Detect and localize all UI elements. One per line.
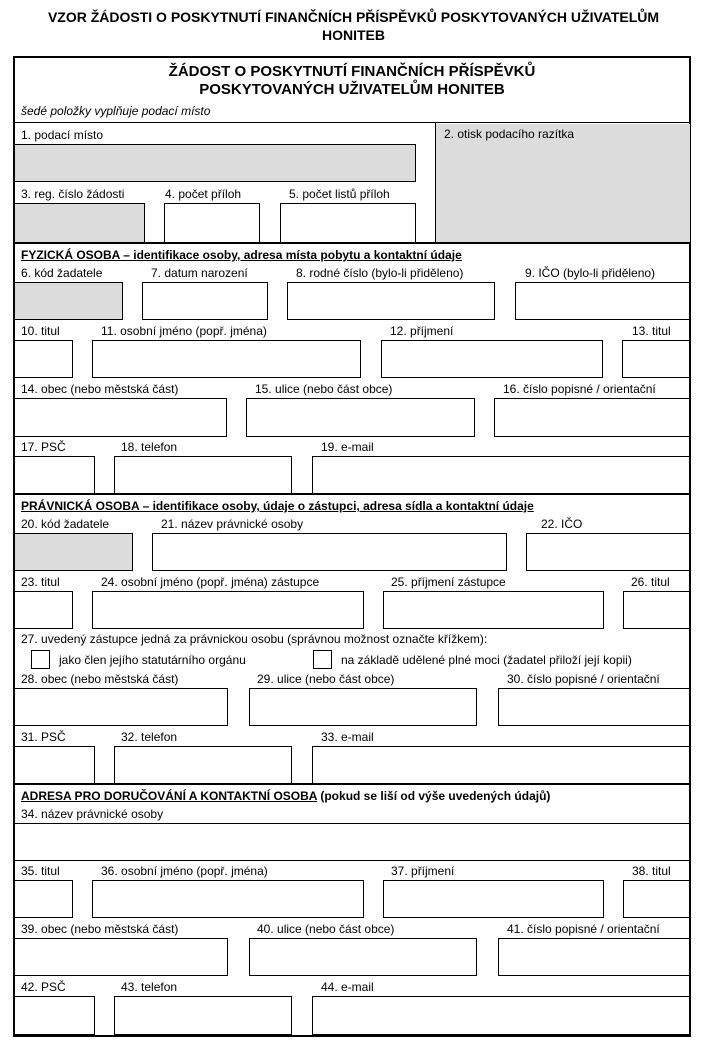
- field-input-titul-pred-zastupce[interactable]: [14, 591, 73, 629]
- field-input-pocet-listu[interactable]: [280, 203, 416, 243]
- field-label-37: 37. příjmení: [391, 864, 455, 878]
- field-input-kod-zadatele: [14, 282, 123, 320]
- field-input-reg-cislo: [14, 203, 145, 243]
- field-input-telefon-adresa[interactable]: [114, 996, 292, 1035]
- section-heading-adresa-note: (pokud se liší od výše uvedených údajů): [320, 789, 551, 803]
- field-label-38: 38. titul: [632, 864, 671, 878]
- checkbox-plna-moc[interactable]: [313, 650, 332, 669]
- field-input-podaci-misto: [14, 144, 416, 182]
- field-input-psc[interactable]: [14, 456, 95, 494]
- field-label-23: 23. titul: [21, 575, 60, 589]
- field-input-obec-adresa[interactable]: [14, 938, 228, 976]
- field-input-jmeno-adresa[interactable]: [92, 880, 364, 918]
- field-label-18: 18. telefon: [121, 440, 178, 454]
- section-heading-adresa: ADRESA PRO DORUČOVÁNÍ A KONTAKTNÍ OSOBA (pokud se liší od výše uvedených údajů): [21, 789, 551, 803]
- field-label-34: 34. název právnické osoby: [21, 807, 164, 821]
- field-label-26: 26. titul: [631, 575, 670, 589]
- section-heading-fyzicka-osoba: FYZICKÁ OSOBA – identifikace osoby, adresa místa pobytu a kontaktní údaje: [21, 248, 462, 262]
- field-label-35: 35. titul: [21, 864, 60, 878]
- field-input-jmeno-zastupce[interactable]: [92, 591, 364, 629]
- field-label-15: 15. ulice (nebo část obce): [255, 382, 393, 396]
- field-label-14: 14. obec (nebo městská část): [21, 382, 179, 396]
- field-input-titul-za-adresa[interactable]: [623, 880, 690, 918]
- field-label-44: 44. e-mail: [321, 980, 374, 994]
- field-input-cislo-popisne-po[interactable]: [498, 688, 690, 726]
- field-input-titul-pred-adresa[interactable]: [14, 880, 73, 918]
- document-title-line2: HONITEB: [322, 27, 385, 43]
- field-input-obec-po[interactable]: [14, 688, 228, 726]
- field-input-prijmeni-adresa[interactable]: [383, 880, 604, 918]
- field-label-13: 13. titul: [632, 324, 671, 338]
- field-label-5: 5. počet listů příloh: [289, 187, 390, 201]
- section-divider: [13, 493, 691, 495]
- divider: [13, 122, 691, 123]
- field-input-ico-po[interactable]: [526, 533, 690, 571]
- field-label-33: 33. e-mail: [321, 730, 374, 744]
- field-input-email-po[interactable]: [312, 746, 690, 784]
- field-input-telefon-po[interactable]: [114, 746, 292, 784]
- field-label-16: 16. číslo popisné / orientační: [503, 382, 656, 396]
- field-label-22: 22. IČO: [541, 517, 583, 531]
- field-label-4: 4. počet příloh: [165, 187, 242, 201]
- field-input-ulice-adresa[interactable]: [249, 938, 477, 976]
- field-input-pocet-priloh[interactable]: [164, 203, 260, 243]
- field-input-ico[interactable]: [515, 282, 690, 320]
- field-input-cislo-popisne[interactable]: [494, 398, 690, 437]
- field-label-42: 42. PSČ: [21, 980, 66, 994]
- field-input-obec[interactable]: [14, 398, 227, 437]
- form-title-line2: POSKYTOVANÝCH UŽIVATELŮM HONITEB: [199, 81, 505, 98]
- section-divider: [13, 242, 691, 244]
- field-label-32: 32. telefon: [121, 730, 178, 744]
- field-input-titul-za[interactable]: [622, 340, 690, 378]
- field-input-cislo-popisne-adresa[interactable]: [498, 938, 690, 976]
- field-label-28: 28. obec (nebo městská část): [21, 672, 179, 686]
- form-title-line1: ŽÁDOST O POSKYTNUTÍ FINANČNÍCH PŘÍSPĚVKŮ: [168, 63, 536, 80]
- field-label-12: 12. příjmení: [390, 324, 454, 338]
- form-note: šedé položky vyplňuje podací místo: [21, 104, 211, 118]
- section-divider: [13, 783, 691, 785]
- field-label-25: 25. příjmení zástupce: [391, 575, 506, 589]
- field-input-email-adresa[interactable]: [312, 996, 690, 1035]
- field-label-29: 29. ulice (nebo část obce): [257, 672, 395, 686]
- field-label-39: 39. obec (nebo městská část): [21, 922, 179, 936]
- field-label-10: 10. titul: [21, 324, 60, 338]
- checkbox-label-plna-moc: na základě udělené plné moci (žadatel přiloží její kopii): [341, 653, 632, 667]
- field-input-ulice-po[interactable]: [249, 688, 477, 726]
- field-label-40: 40. ulice (nebo část obce): [257, 922, 395, 936]
- checkbox-statutarni-organ[interactable]: [31, 650, 50, 669]
- field-label-19: 19. e-mail: [321, 440, 374, 454]
- stamp-area: [436, 124, 690, 243]
- field-label-20: 20. kód žadatele: [21, 517, 110, 531]
- field-input-ulice[interactable]: [246, 398, 475, 437]
- field-label-1: 1. podací místo: [21, 128, 104, 142]
- field-label-31: 31. PSČ: [21, 730, 66, 744]
- field-label-43: 43. telefon: [121, 980, 178, 994]
- field-label-11: 11. osobní jméno (popř. jména): [101, 324, 267, 338]
- field-input-rodne-cislo[interactable]: [287, 282, 495, 320]
- field-label-17: 17. PSČ: [21, 440, 66, 454]
- field-input-kod-zadatele-po: [14, 533, 133, 571]
- field-input-titul-za-zastupce[interactable]: [623, 591, 690, 629]
- field-input-prijmeni-zastupce[interactable]: [383, 591, 604, 629]
- field-label-30: 30. číslo popisné / orientační: [507, 672, 660, 686]
- field-input-email[interactable]: [312, 456, 690, 494]
- field-label-9: 9. IČO (bylo-li přiděleno): [525, 266, 656, 280]
- field-input-nazev-adresa[interactable]: [14, 823, 690, 861]
- checkbox-label-statutarni-organ: jako člen jejího statutárního orgánu: [59, 653, 246, 667]
- field-label-3: 3. reg. číslo žádosti: [21, 187, 125, 201]
- document-title-line1: VZOR ŽÁDOSTI O POSKYTNUTÍ FINANČNÍCH PŘÍSPĚVKŮ POSKYTOVANÝCH UŽIVATELŮM: [47, 9, 660, 25]
- field-input-prijmeni[interactable]: [381, 340, 603, 378]
- section-heading-pravnicka-osoba: PRÁVNICKÁ OSOBA – identifikace osoby, údaje o zástupci, adresa sídla a kontaktní údaje: [21, 499, 534, 513]
- field-input-osobni-jmeno[interactable]: [92, 340, 361, 378]
- field-label-2: 2. otisk podacího razítka: [444, 127, 575, 141]
- field-input-titul-pred[interactable]: [14, 340, 73, 378]
- field-label-24: 24. osobní jméno (popř. jména) zástupce: [101, 575, 320, 589]
- field-input-psc-adresa[interactable]: [14, 996, 95, 1035]
- field-label-6: 6. kód žadatele: [21, 266, 103, 280]
- field-input-datum-narozeni[interactable]: [142, 282, 268, 320]
- field-label-41: 41. číslo popisné / orientační: [507, 922, 660, 936]
- field-input-telefon[interactable]: [114, 456, 292, 494]
- field-input-nazev-po[interactable]: [152, 533, 507, 571]
- field-label-27: 27. uvedený zástupce jedná za právnickou osobu (správnou možnost označte křížkem):: [21, 632, 488, 646]
- field-label-21: 21. název právnické osoby: [161, 517, 304, 531]
- field-label-36: 36. osobní jméno (popř. jména): [101, 864, 268, 878]
- field-label-8: 8. rodné číslo (bylo-li přiděleno): [296, 266, 464, 280]
- field-input-psc-po[interactable]: [14, 746, 95, 784]
- field-label-7: 7. datum narození: [151, 266, 248, 280]
